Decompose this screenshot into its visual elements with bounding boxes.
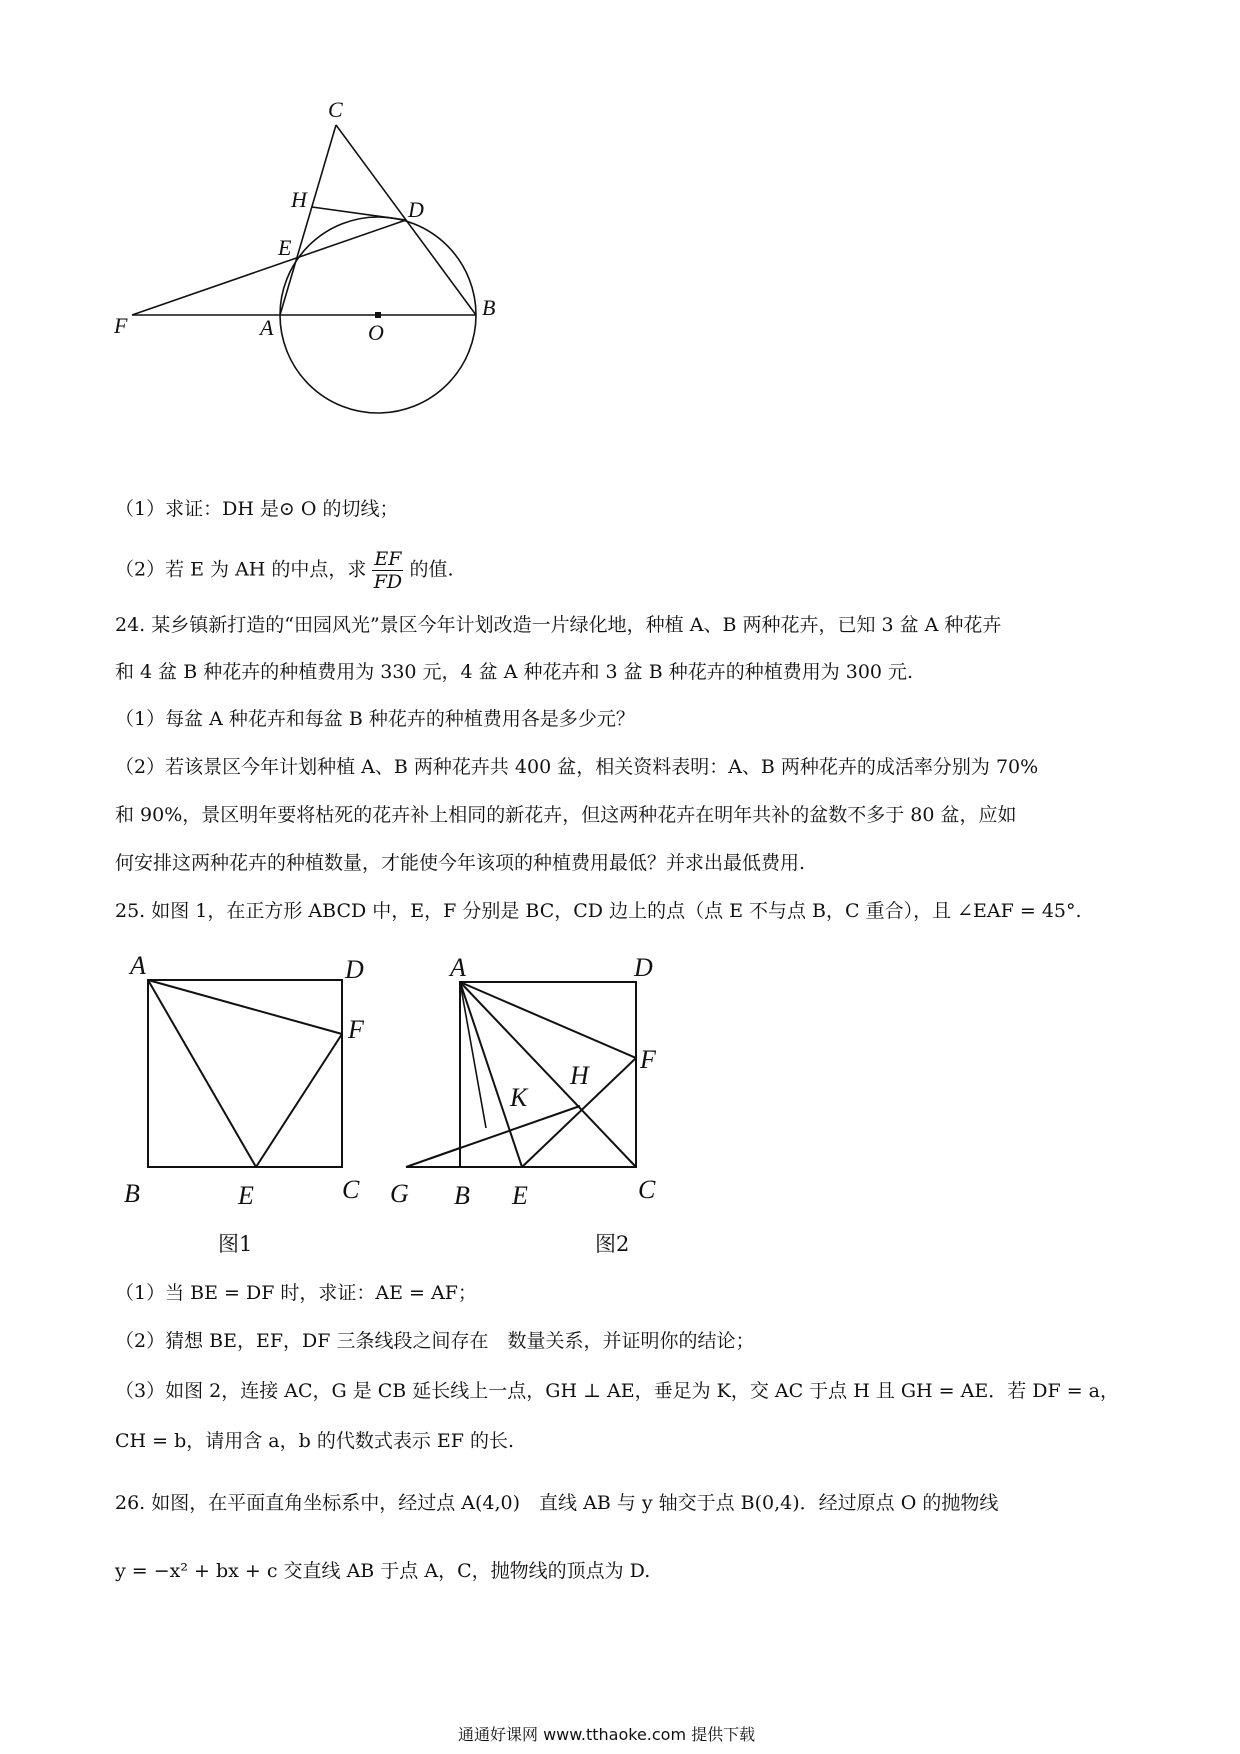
fig1-caption: 图1	[218, 1232, 253, 1256]
center-dot	[375, 312, 381, 318]
fig2-label-k: K	[510, 1083, 528, 1112]
fig2-label-e: E	[512, 1181, 528, 1208]
fig2-extension	[380, 948, 460, 1208]
q25-part3-line2: CH = b，请用含 a，b 的代数式表示 EF 的长.	[115, 1430, 515, 1452]
q23-part1: （1）求证：DH 是⊙ O 的切线；	[115, 498, 399, 520]
line-ae2	[460, 982, 522, 1167]
footer: 通通好课网 www.tthaoke.com 提供下载	[458, 1725, 756, 1744]
circle-figure	[110, 95, 580, 470]
line-fd	[132, 220, 406, 315]
fig2-label-f: F	[640, 1045, 656, 1074]
fig1-label-b: B	[124, 1179, 140, 1208]
fig1-label-e: E	[238, 1181, 254, 1208]
fraction-num: EF	[374, 548, 402, 570]
label-e: E	[278, 235, 292, 260]
square-abcd	[148, 980, 342, 1167]
q25-part2: （2）猜想 BE，EF，DF 三条线段之间存在 数量关系，并证明你的结论；	[115, 1330, 755, 1352]
q25-part1: （1）当 BE = DF 时，求证：AE = AF；	[115, 1282, 477, 1304]
q26-line1: 26. 如图，在平面直角坐标系中，经过点 A(4,0) 直线 AB 与 y 轴交于点 B(0,4)．经过原点 O 的抛物线	[115, 1492, 999, 1514]
fig2-label-a: A	[450, 953, 466, 982]
q24-part2-line1: （2）若该景区今年计划种植 A、B 两种花卉共 400 盆，相关资料表明：A、B 两种花卉的成活率分别为 70%	[115, 756, 1039, 778]
fig1-label-f: F	[348, 1015, 364, 1044]
line-af2	[460, 982, 636, 1058]
label-o: O	[368, 320, 384, 345]
fig2-caption: 图2	[595, 1232, 630, 1256]
q24-line1: 24. 某乡镇新打造的“田园风光”景区今年计划改造一片绿化地，种植 A、B 两种花卉，已知 3 盆 A 种花卉	[115, 614, 1002, 636]
q23-part2-pre: （2）若 E 为 AH 的中点，求	[115, 558, 367, 581]
fraction-ef-fd	[372, 548, 403, 593]
fig2-label-c: C	[638, 1175, 656, 1204]
fig2-label-g: G	[390, 1179, 409, 1208]
q23-part2-post: 的值.	[409, 558, 454, 581]
label-b: B	[482, 295, 496, 320]
label-d: D	[408, 197, 424, 222]
label-h: H	[291, 187, 307, 212]
q24-part2-line3: 何安排这两种花卉的种植数量，才能使今年该项的种植费用最低？并求出最低费用.	[115, 852, 806, 874]
square-figure-1	[120, 948, 380, 1208]
fig2-label-d: D	[634, 953, 653, 982]
square-figure-2	[430, 948, 700, 1208]
line-ef	[256, 1034, 342, 1167]
line-af	[148, 980, 342, 1034]
line-ca	[280, 125, 336, 315]
q25-line1: 25. 如图 1，在正方形 ABCD 中，E，F 分别是 BC，CD 边上的点（点 E 不与点 B，C 重合），且 ∠EAF = 45°.	[115, 900, 1082, 922]
q24-line2: 和 4 盆 B 种花卉的种植费用为 330 元，4 盆 A 种花卉和 3 盆 B 种花卉的种植费用为 300 元.	[115, 661, 914, 683]
fig2-label-h: H	[570, 1061, 589, 1090]
fig2-label-b: B	[454, 1181, 470, 1208]
line-ae	[148, 980, 256, 1167]
q23-part2	[115, 548, 454, 593]
q24-part2-line2: 和 90%，景区明年要将枯死的花卉补上相同的新花卉，但这两种花卉在明年共补的盆数不多于 80 盆，应如	[115, 804, 1017, 826]
fig1-label-d: D	[345, 955, 364, 984]
fraction-den: FD	[373, 571, 403, 593]
q24-part1: （1）每盆 A 种花卉和每盆 B 种花卉的种植费用各是多少元？	[115, 708, 635, 730]
q26-line2: y = −x² + bx + c 交直线 AB 于点 A，C，抛物线的顶点为 D.	[115, 1560, 651, 1582]
fig1-label-a: A	[130, 951, 146, 980]
label-c: C	[328, 97, 343, 122]
fig1-label-c: C	[342, 1175, 360, 1204]
q25-part3-line1: （3）如图 2，连接 AC，G 是 CB 延长线上一点，GH ⊥ AE，垂足为 K，交 AC 于点 H 且 GH = AE．若 DF = a，	[115, 1380, 1119, 1402]
label-a: A	[260, 315, 274, 340]
label-f: F	[114, 313, 128, 338]
line-g-h	[406, 1148, 460, 1167]
